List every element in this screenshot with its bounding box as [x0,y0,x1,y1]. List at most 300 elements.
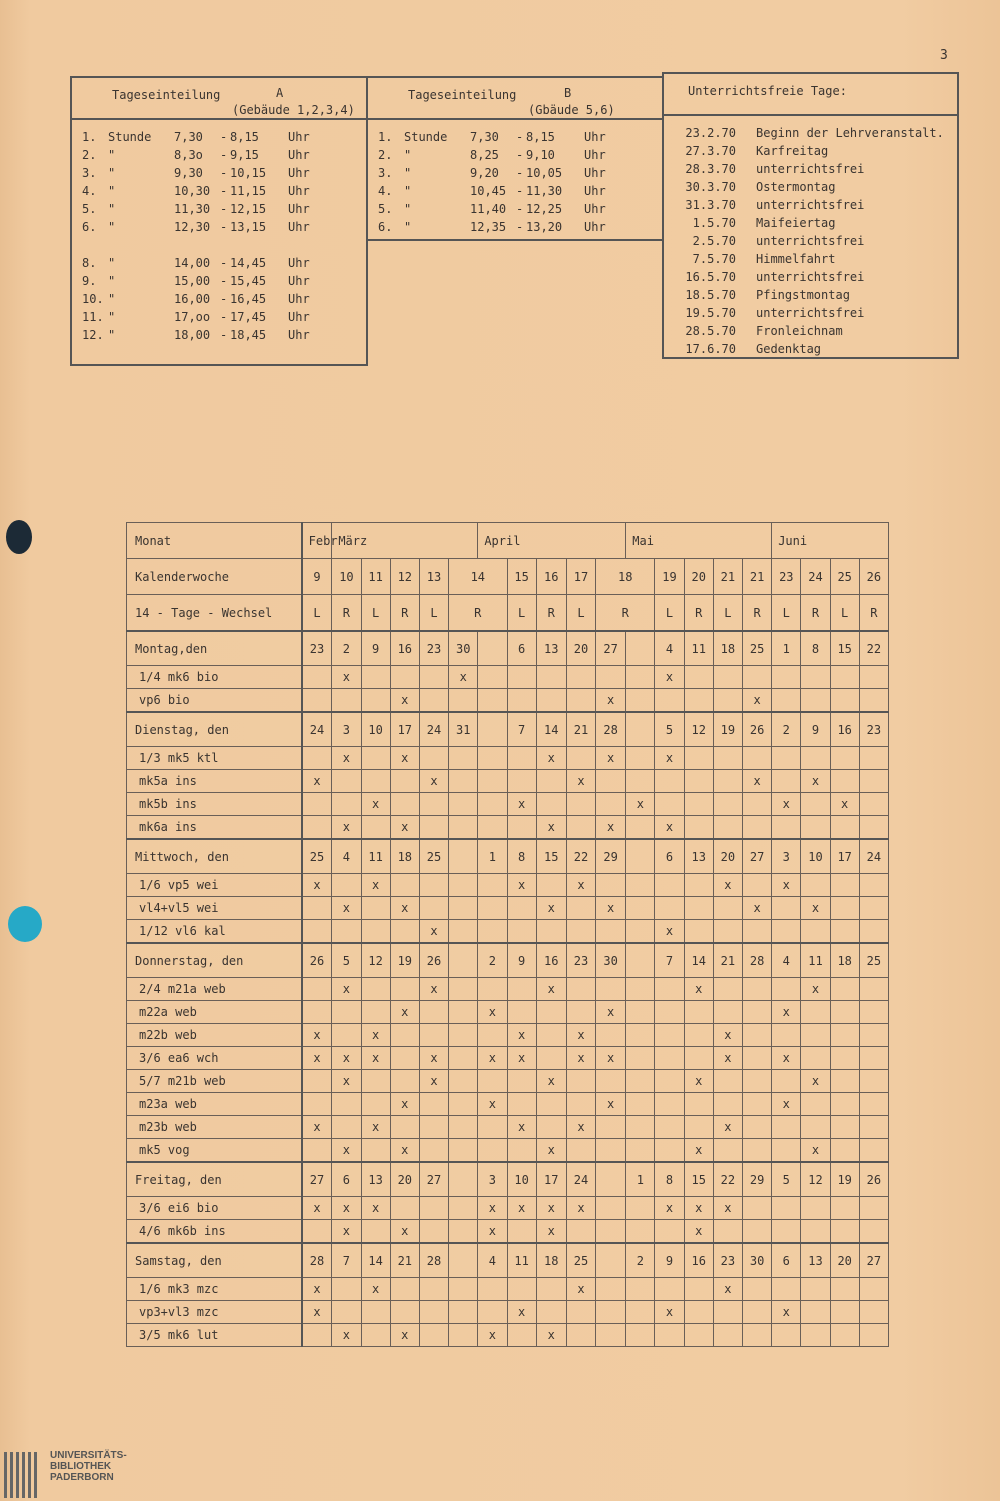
day-date: 14 [684,943,713,978]
course-cell [507,1301,536,1324]
course-cell [801,770,830,793]
course-cell [830,920,859,944]
course-cell [596,1001,626,1024]
course-cell [449,1301,478,1324]
course-mark: x [577,1120,585,1134]
course-cell [302,920,332,944]
day-date: 15 [830,631,859,666]
course-cell [743,874,772,897]
course-row [127,1301,889,1324]
period-label: " [108,202,116,216]
library-logo [4,1452,44,1498]
course-cell [655,816,684,840]
course-cell [713,689,742,713]
period-unit: Uhr [288,148,310,162]
day-date: 24 [419,712,448,747]
period-start: 18,00 [174,328,211,342]
course-mark: x [695,1224,703,1238]
course-cell [419,1070,448,1093]
course-cell [361,770,390,793]
period-end: 13,15 [230,220,267,234]
course-mark: x [665,1201,674,1215]
period-end: 12,15 [230,202,267,216]
course-row [127,1220,889,1244]
free-day-description: Maifeiertag [756,216,836,230]
course-cell [449,689,478,713]
day-date: 18 [713,631,742,666]
course-cell [566,1116,595,1139]
course-label: m23a web [127,1093,302,1116]
course-cell [390,1197,419,1220]
course-cell [655,874,684,897]
day-date: 27 [743,839,772,874]
course-cell [743,689,772,713]
course-cell [626,689,655,713]
calendar-week-row-cell: 20 [684,559,713,595]
period-unit: Uhr [584,130,606,144]
course-cell [713,1047,742,1070]
day-date: 2 [626,1243,655,1278]
course-cell [566,1139,595,1163]
course-mark: x [371,1282,380,1296]
period-dash: - [220,292,228,306]
course-cell [655,1220,684,1244]
free-day-description: Pfingstmontag [756,288,850,302]
calendar-week-row-cell: 10 [332,559,361,595]
course-cell [332,897,361,920]
day-date: 14 [536,712,566,747]
course-cell [390,816,419,840]
month-4: Mai [626,523,772,559]
course-cell [390,1024,419,1047]
day-label: Mittwoch, den [127,839,302,874]
course-cell [772,747,801,770]
course-mark: x [488,1051,497,1065]
course-cell [361,793,390,816]
course-cell [596,897,626,920]
course-cell [772,1024,801,1047]
day-date: 11 [684,631,713,666]
course-cell [713,1324,742,1347]
period-number: 4. [378,184,393,198]
course-cell [332,978,361,1001]
course-cell [626,1001,655,1024]
course-cell [478,978,507,1001]
alternation-row-cell: L [419,595,448,632]
course-cell [566,920,595,944]
period-start: 8,25 [470,148,499,162]
course-cell [507,1047,536,1070]
course-row [127,874,889,897]
free-day-description: Himmelfahrt [756,252,836,266]
day-date: 25 [302,839,332,874]
course-cell [859,1093,888,1116]
course-cell [772,1278,801,1301]
course-mark: x [313,1051,321,1065]
course-mark: x [401,1224,409,1238]
day-date [626,943,655,978]
course-cell [655,1324,684,1347]
course-cell [390,920,419,944]
course-mark: x [342,1143,351,1157]
course-cell [390,666,419,689]
course-mark: x [811,982,820,996]
course-cell [684,1116,713,1139]
free-day-description: Ostermontag [756,180,836,194]
box-b-header [368,78,662,120]
course-cell [507,978,536,1001]
day-date: 3 [332,712,361,747]
day-date: 4 [655,631,684,666]
day-label: Freitag, den [127,1162,302,1197]
course-cell [801,816,830,840]
course-cell [684,1197,713,1220]
course-cell [684,816,713,840]
course-cell [332,816,361,840]
course-cell [801,978,830,1001]
period-start: 11,40 [470,202,507,216]
course-cell [684,978,713,1001]
month-3: April [478,523,626,559]
box-a-header [72,78,366,120]
course-cell [419,978,448,1001]
day-date [449,1243,478,1278]
course-mark: x [753,774,761,788]
period-end: 17,45 [230,310,267,324]
course-cell [361,1324,390,1347]
course-mark: x [547,1074,555,1088]
course-cell [566,1197,595,1220]
course-cell [772,1139,801,1163]
course-cell [449,770,478,793]
course-mark: x [342,1201,351,1215]
course-cell [332,1070,361,1093]
period-end: 14,45 [230,256,267,270]
course-cell [684,747,713,770]
day-date: 17 [830,839,859,874]
day-date: 22 [566,839,595,874]
course-cell [332,793,361,816]
course-cell [536,1024,566,1047]
course-cell [713,1001,742,1024]
course-mark: x [342,820,351,834]
course-cell [626,920,655,944]
day-date: 27 [302,1162,332,1197]
day-date: 10 [507,1162,536,1197]
period-label: " [108,220,116,234]
course-cell [449,1139,478,1163]
day-date [626,712,655,747]
day-date: 16 [830,712,859,747]
course-cell [390,1001,419,1024]
course-label: mk5b ins [127,793,302,816]
course-cell [596,770,626,793]
course-cell [684,1278,713,1301]
course-mark: x [724,878,732,892]
period-start: 12,35 [470,220,507,234]
course-cell [859,689,888,713]
course-label: 1/3 mk5 ktl [127,747,302,770]
course-mark: x [577,1051,585,1065]
course-cell [713,1278,742,1301]
course-cell [743,1301,772,1324]
course-cell [596,1324,626,1347]
course-mark: x [577,1282,585,1296]
course-cell [596,1278,626,1301]
period-end: 15,45 [230,274,267,288]
course-cell [449,747,478,770]
period-start: 10,45 [470,184,507,198]
course-mark: x [782,878,790,892]
course-row [127,1324,889,1347]
course-cell [626,1024,655,1047]
day-date: 23 [302,631,332,666]
course-mark: x [313,1201,321,1215]
course-mark: x [636,797,644,811]
day-date: 10 [801,839,830,874]
period-number: 5. [82,202,97,216]
course-cell [830,793,859,816]
course-mark: x [547,1328,555,1342]
course-cell [772,1093,801,1116]
course-mark: x [607,1051,615,1065]
course-cell [302,897,332,920]
course-cell [332,874,361,897]
course-mark: x [313,878,321,892]
alternation-row-cell: R [743,595,772,632]
course-cell [478,1093,507,1116]
course-cell [302,1324,332,1347]
course-cell [332,1093,361,1116]
course-cell [596,1139,626,1163]
day-date: 11 [361,839,390,874]
course-cell [361,1301,390,1324]
calendar-week-row-cell: 18 [596,559,655,595]
day-date: 4 [478,1243,507,1278]
free-day-description: unterrichtsfrei [756,198,865,212]
course-cell [536,874,566,897]
course-cell [478,897,507,920]
course-cell [536,1220,566,1244]
course-mark: x [665,751,674,765]
course-label: vp6 bio [127,689,302,713]
course-cell [478,874,507,897]
course-label: 1/4 mk6 bio [127,666,302,689]
course-row [127,1116,889,1139]
course-cell [332,1324,361,1347]
course-mark: x [488,1328,497,1342]
course-mark: x [782,1005,790,1019]
course-cell [419,1197,448,1220]
course-cell [655,1093,684,1116]
course-cell [801,920,830,944]
day-date: 30 [449,631,478,666]
calendar-week-row-cell: 17 [566,559,595,595]
day-date: 26 [302,943,332,978]
course-cell [772,1001,801,1024]
day-date: 20 [390,1162,419,1197]
alternation-row-cell: L [713,595,742,632]
course-cell [801,1197,830,1220]
course-cell [361,1070,390,1093]
course-mark: x [371,878,380,892]
period-unit: Uhr [584,184,606,198]
free-day-date: 28.5.70 [685,324,736,338]
day-date: 4 [772,943,801,978]
day-date [596,1162,626,1197]
alternation-row-cell: R [801,595,830,632]
course-row [127,897,889,920]
course-cell [655,1278,684,1301]
day-date: 11 [801,943,830,978]
course-cell [830,1139,859,1163]
period-end: 9,10 [526,148,555,162]
course-row [127,689,889,713]
course-mark: x [342,1328,351,1342]
period-end: 18,45 [230,328,267,342]
day-date: 11 [507,1243,536,1278]
course-mark: x [517,1120,526,1134]
calendar-week-row-cell: 16 [536,559,566,595]
course-mark: x [811,1074,820,1088]
day-date: 7 [507,712,536,747]
course-cell [419,816,448,840]
course-mark: x [342,1224,351,1238]
course-cell [361,1278,390,1301]
course-cell [449,1324,478,1347]
course-mark: x [401,693,409,707]
course-cell [655,793,684,816]
course-cell [566,978,595,1001]
course-cell [859,1220,888,1244]
course-cell [859,1070,888,1093]
course-cell [830,1116,859,1139]
course-cell [743,793,772,816]
schedule-box-b [366,76,664,241]
course-cell [684,1024,713,1047]
course-cell [361,666,390,689]
library-name-line: UNIVERSITÄTS- [50,1450,127,1461]
course-cell [743,1001,772,1024]
course-cell [801,1070,830,1093]
course-cell [626,1139,655,1163]
course-mark: x [607,820,615,834]
course-cell [859,1301,888,1324]
course-cell [713,747,742,770]
day-date [478,712,507,747]
course-cell [536,1093,566,1116]
course-cell [566,1047,595,1070]
course-cell [449,874,478,897]
course-cell [390,793,419,816]
day-date: 1 [772,631,801,666]
course-cell [478,1324,507,1347]
course-cell [830,1070,859,1093]
course-cell [536,1324,566,1347]
course-cell [536,793,566,816]
course-cell [478,689,507,713]
alternation-row-cell: L [566,595,595,632]
day-date: 30 [743,1243,772,1278]
course-cell [772,1220,801,1244]
course-cell [859,666,888,689]
alternation-row-cell: L [302,595,332,632]
course-mark: x [547,1201,555,1215]
alternation-row-cell: R [536,595,566,632]
day-row [127,1162,889,1197]
course-mark: x [811,901,820,915]
period-end: 8,15 [230,130,259,144]
course-cell [566,689,595,713]
course-cell [830,770,859,793]
day-date: 9 [655,1243,684,1278]
course-cell [859,874,888,897]
course-cell [478,1139,507,1163]
period-dash: - [516,220,524,234]
course-cell [507,1093,536,1116]
course-mark: x [401,751,409,765]
period-dash: - [516,166,524,180]
calendar-week-row-cell: 19 [655,559,684,595]
free-days-title: Unterrichtsfreie Tage: [688,84,847,98]
day-date: 6 [655,839,684,874]
course-cell [566,1220,595,1244]
course-cell [332,1116,361,1139]
course-cell [536,978,566,1001]
day-date: 8 [655,1162,684,1197]
course-cell [713,770,742,793]
course-mark: x [342,1074,351,1088]
period-number: 2. [82,148,97,162]
day-date: 26 [419,943,448,978]
course-cell [772,1324,801,1347]
course-mark: x [695,1143,703,1157]
course-cell [536,1301,566,1324]
course-cell [332,1001,361,1024]
course-cell [566,1001,595,1024]
course-cell [859,770,888,793]
course-mark: x [724,1120,732,1134]
day-date: 25 [566,1243,595,1278]
day-date: 20 [713,839,742,874]
course-cell [302,874,332,897]
course-cell [390,1220,419,1244]
course-cell [713,1024,742,1047]
course-mark: x [547,901,555,915]
course-cell [419,1139,448,1163]
course-mark: x [665,670,674,684]
course-mark: x [695,982,703,996]
course-cell [830,816,859,840]
course-cell [626,1197,655,1220]
day-date [626,839,655,874]
course-cell [419,920,448,944]
day-date: 13 [801,1243,830,1278]
free-day-description: Karfreitag [756,144,829,158]
course-cell [302,689,332,713]
day-date: 28 [596,712,626,747]
course-mark: x [517,1051,526,1065]
course-cell [830,1093,859,1116]
period-label: " [404,220,412,234]
course-cell [419,770,448,793]
free-day-description: Gedenktag [756,342,822,356]
course-cell [361,897,390,920]
course-cell [361,1093,390,1116]
course-cell [801,1278,830,1301]
course-cell [655,978,684,1001]
course-cell [684,1093,713,1116]
